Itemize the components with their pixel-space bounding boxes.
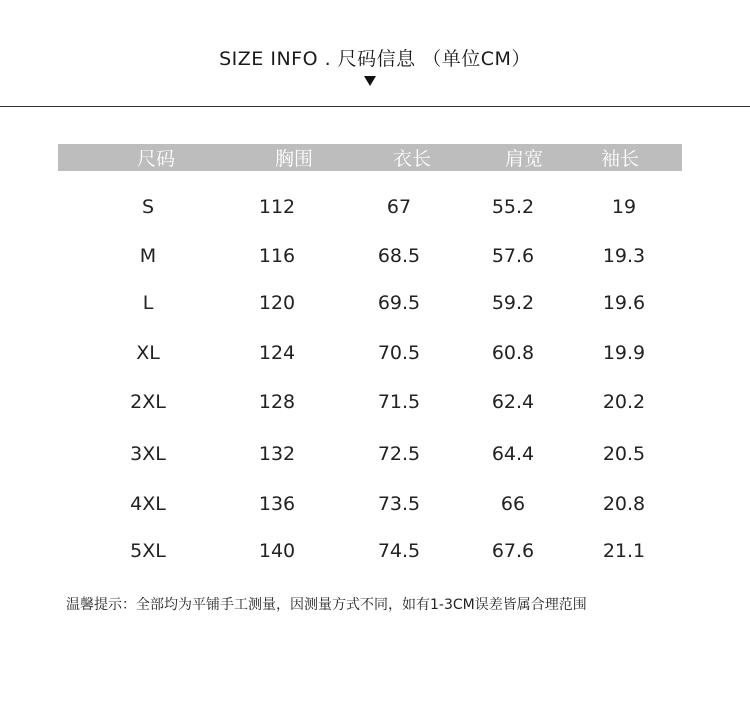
header-shoulder: 肩宽: [504, 148, 543, 170]
table-cell: 57.6: [491, 245, 535, 267]
table-cell: 67.6: [491, 540, 535, 562]
table-cell: XL: [136, 342, 160, 364]
table-cell: 62.4: [491, 391, 535, 413]
table-cell: 67: [386, 196, 412, 218]
measurement-notice: 温馨提示：全部均为平铺手工测量，因测量方式不同，如有1-3CM误差皆属合理范围: [66, 597, 587, 613]
divider-line: [0, 106, 750, 107]
table-cell: 20.8: [602, 493, 646, 515]
table-cell: 3XL: [130, 443, 166, 465]
table-cell: 4XL: [130, 493, 166, 515]
table-cell: 55.2: [491, 196, 535, 218]
table-cell: 2XL: [130, 391, 166, 413]
table-cell: 69.5: [377, 292, 421, 314]
table-cell: 19.3: [602, 245, 646, 267]
table-cell: S: [141, 196, 155, 218]
header-chest: 胸围: [274, 148, 313, 170]
table-cell: 112: [258, 196, 296, 218]
table-cell: 20.5: [602, 443, 646, 465]
table-cell: 64.4: [491, 443, 535, 465]
table-cell: 132: [258, 443, 296, 465]
table-cell: 73.5: [377, 493, 421, 515]
table-cell: L: [142, 292, 154, 314]
table-cell: 70.5: [377, 342, 421, 364]
table-cell: 140: [258, 540, 296, 562]
table-cell: 19: [611, 196, 637, 218]
size-table: [58, 144, 682, 562]
table-cell: 120: [258, 292, 296, 314]
header-length: 衣长: [392, 148, 431, 170]
table-cell: 66: [500, 493, 526, 515]
table-cell: 19.9: [602, 342, 646, 364]
table-cell: 72.5: [377, 443, 421, 465]
table-cell: 5XL: [130, 540, 166, 562]
table-cell: 59.2: [491, 292, 535, 314]
table-cell: 71.5: [377, 391, 421, 413]
table-cell: 116: [258, 245, 296, 267]
table-cell: 124: [258, 342, 296, 364]
table-cell: 21.1: [602, 540, 646, 562]
table-cell: 60.8: [491, 342, 535, 364]
table-cell: 74.5: [377, 540, 421, 562]
table-cell: 128: [258, 391, 296, 413]
table-cell: 136: [258, 493, 296, 515]
down-arrow-icon: [364, 76, 376, 86]
header-size: 尺码: [136, 148, 175, 170]
table-header: [58, 144, 682, 171]
header-sleeve: 袖长: [600, 148, 639, 170]
page-title: SIZE INFO . 尺码信息 （单位CM）: [219, 48, 531, 70]
table-cell: 68.5: [377, 245, 421, 267]
table-cell: 20.2: [602, 391, 646, 413]
table-cell: 19.6: [602, 292, 646, 314]
table-cell: M: [139, 245, 157, 267]
